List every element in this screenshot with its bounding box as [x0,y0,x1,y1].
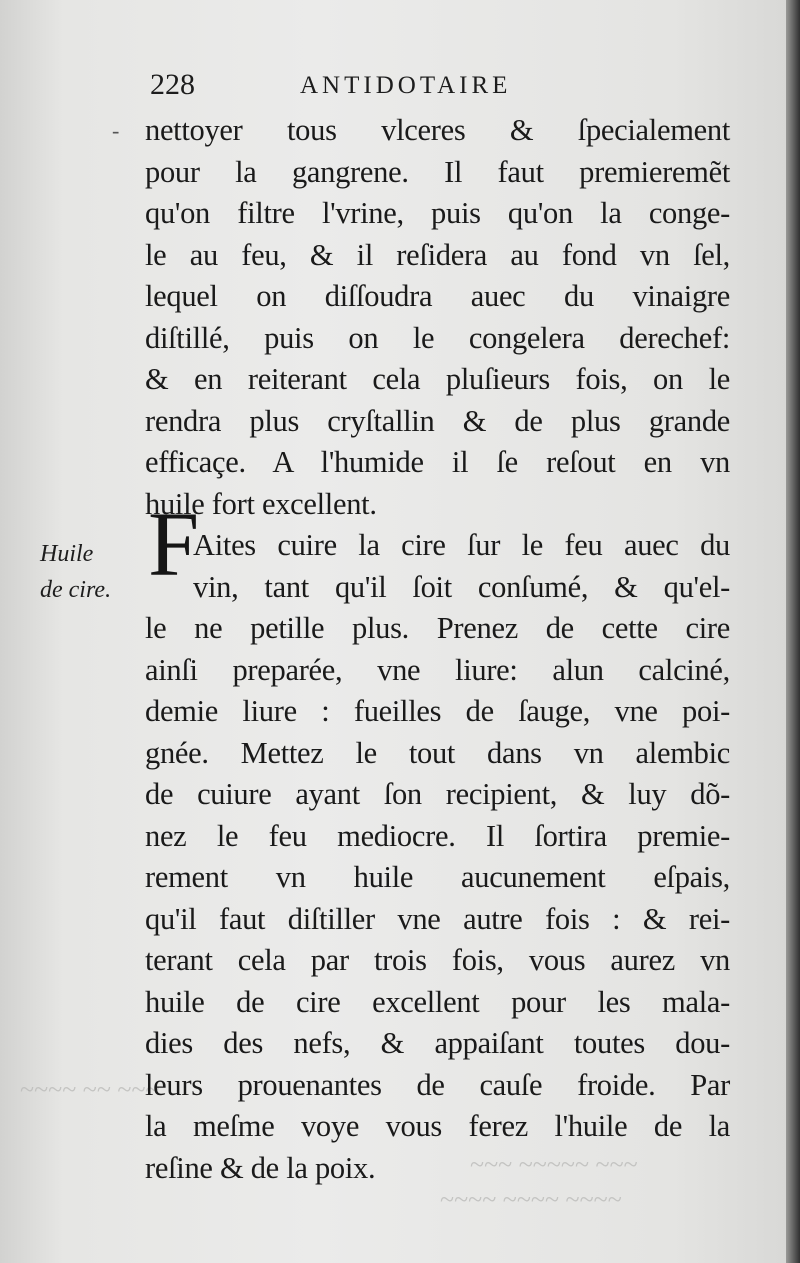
text-line: huile fort excellent. [145,486,377,521]
text-line: nez le feu mediocre. Il ſortira premie- [145,818,730,853]
text-line: vin, tant qu'il ſoit conſumé, & qu'el- [193,569,730,604]
bleed-through-mark: ~~~~ ~~~~ ~~~~ [440,1185,622,1214]
body-text [145,110,730,1189]
margin-note [40,536,111,608]
text-line: demie liure : fueilles de ſauge, vne poi- [145,694,730,728]
page-number: 228 [150,68,195,101]
bleed-through-mark: ~~~~ ~~ ~~~ [20,1075,160,1104]
text-line: huile de cire excellent pour les mala- [145,984,730,1019]
text-line: reſine & de la poix. [145,1150,376,1185]
text-line: de cuiure ayant ſon recipient, & luy dõ- [145,777,730,811]
text-line: rendra plus cryſtallin & de plus grande [145,403,730,438]
page-header [150,68,580,104]
drop-cap: F [148,493,200,595]
text-line: efficaçe. A l'humide il ſe reſout en vn [145,445,730,479]
text-line: diſtillé, puis on le congelera derechef: [145,320,730,355]
text-line: terant cela par trois fois, vous aurez vn [145,943,730,977]
text-line: rement vn huile aucunement eſpais, [145,860,730,894]
text-line: Aites cuire la cire ſur le feu auec du [193,528,730,562]
text-line: qu'on filtre l'vrine, puis qu'on la conge- [145,196,730,230]
text-line: lequel on diſſoudra auec du vinaigre [145,279,730,313]
margin-note-line: Huile [40,541,94,567]
text-line: pour la gangrene. Il faut premieremẽt [145,154,730,189]
text-line: gnée. Mettez le tout dans vn alembic [145,735,730,770]
page-edge-shadow [786,0,800,1263]
text-line: qu'il faut diſtiller vne autre fois : & rei- [145,901,730,936]
text-line: le ne petille plus. Prenez de cette cire [145,611,730,645]
text-line: le au feu, & il reſidera au fond vn ſel, [145,237,730,272]
bleed-through-mark: ~~~ ~~~~~ ~~~ [470,1150,638,1179]
text-line: leurs prouenantes de cauſe froide. Par [145,1067,730,1102]
text-line: ainſi preparée, vne liure: alun calciné, [145,652,730,687]
margin-dash: - [112,118,120,143]
text-line: dies des nefs, & appaiſant toutes dou- [145,1026,730,1060]
margin-note-line: de cire. [40,577,112,603]
running-title: ANTIDOTAIRE [300,72,512,99]
text-line: nettoyer tous vlceres & ſpecialement [145,113,730,147]
text-line: la meſme voye vous ferez l'huile de la [145,1109,730,1143]
text-line: & en reiterant cela pluſieurs fois, on le [145,362,730,396]
